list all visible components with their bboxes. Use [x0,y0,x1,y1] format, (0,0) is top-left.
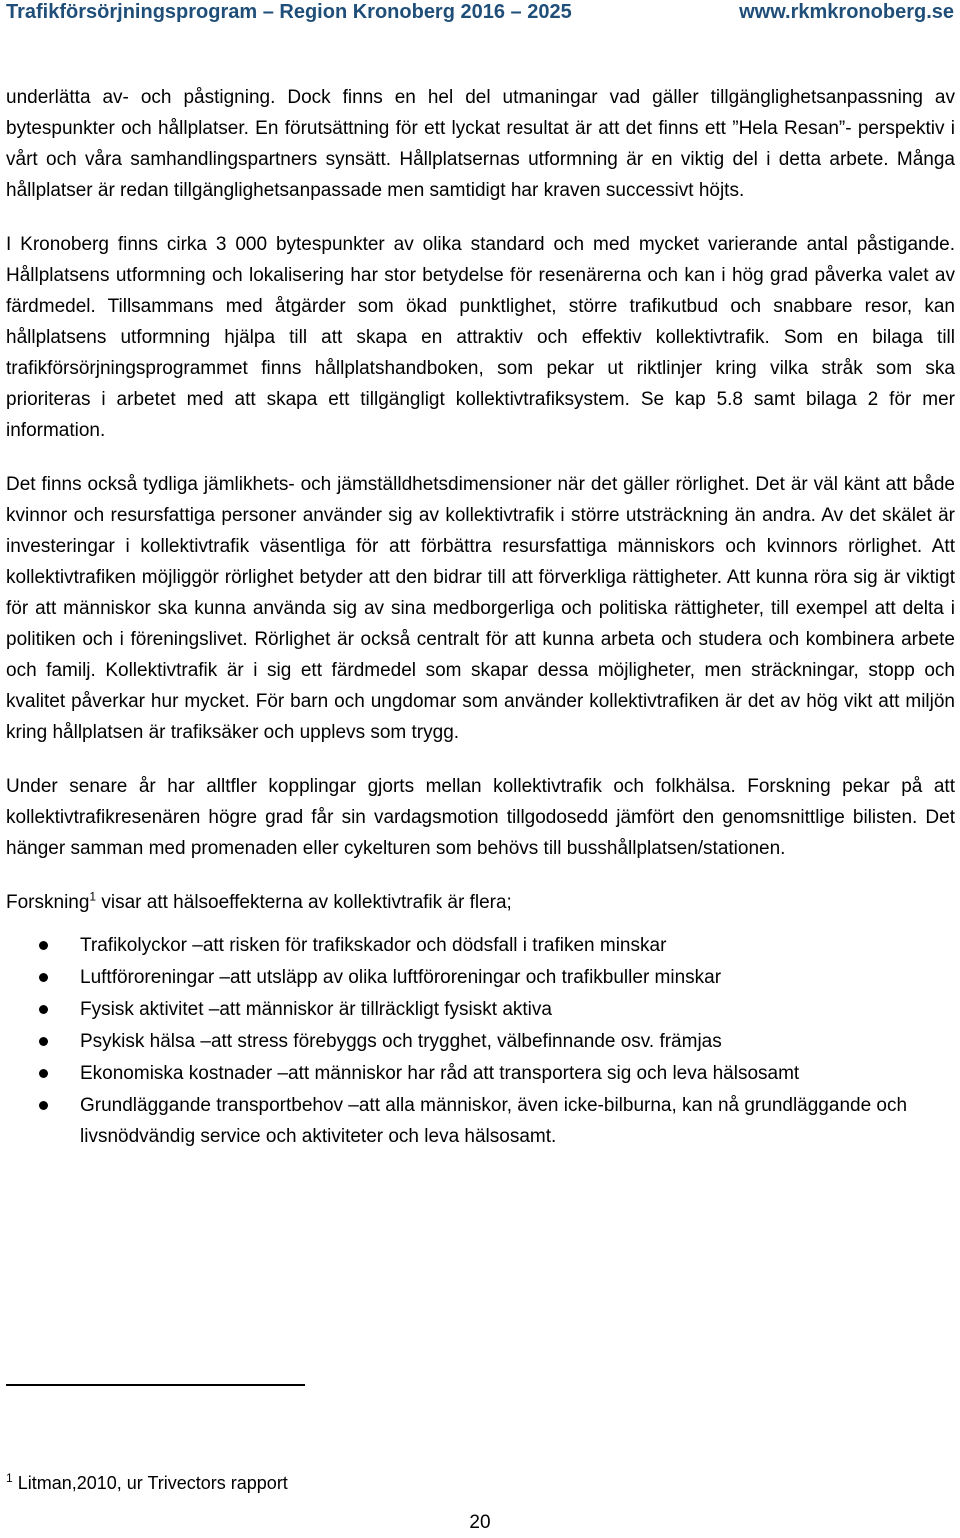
bullet-icon [39,1037,48,1046]
research-intro-text: visar att hälsoeffekterna av kollektivtrafik är flera; [96,892,512,913]
health-effects-list [6,930,955,1152]
list-item-text: Fysisk aktivitet –att människor är tillräckligt fysiskt aktiva [80,999,552,1020]
paragraph-4: Under senare år har alltfler kopplingar gjorts mellan kollektivtrafik och folkhälsa. Forskning pekar på att kollektivtrafikresenären högre grad får sin vardagsmotion tillgodosedd jämfört den genomsnittlige bilisten. Det hänger samman med promenaden eller cykelturen som behövs till busshållplatsen/stationen. [6,776,955,859]
list-item [6,962,955,993]
list-item-text: Ekonomiska kostnader –att människor har råd att transportera sig och leva hälsosamt [80,1063,800,1084]
paragraph-2: I Kronoberg finns cirka 3 000 bytespunkter av olika standard och med mycket varierande antal påstigande. Hållplatsens utformning och lokalisering har stor betydelse för resenärerna och kan i hög grad påverka valet av färdmedel. Tillsammans med åtgärder som ökad punktlighet, större trafikutbud och snabbare resor, kan hållplatsens utformning hjälpa till att skapa en attraktiv och effektiv kollektivtrafik. Som en bilaga till trafikförsörjningsprogrammet finns hållplatshandboken, som pekar ut riktlinjer kring vilka stråk som ska prioriteras i arbetet med att skapa ett tillgängligt kollektivtrafiksystem. Se kap 5.8 samt bilaga 2 för mer information. [6,234,955,441]
footnote-number: 1 [6,1471,13,1485]
header-title: Trafikförsörjningsprogram – Region Kronoberg 2016 – 2025 [6,1,572,23]
list-item-text: Psykisk hälsa –att stress förebyggs och trygghet, välbefinnande osv. främjas [80,1031,722,1052]
bullet-icon [39,1069,48,1078]
bullet-icon [39,1005,48,1014]
research-intro-lead: Forskning [6,892,90,913]
list-item [6,1090,955,1152]
footnote [6,1468,288,1498]
bullet-icon [39,973,48,982]
list-item [6,930,955,961]
list-item [6,994,955,1025]
list-item [6,1026,955,1057]
header-url[interactable]: www.rkmkronoberg.se [739,1,954,23]
footnote-divider [6,1384,305,1386]
paragraph-1: underlätta av- och påstigning. Dock finns en hel del utmaningar vad gäller tillgänglighetsanpassning av bytespunkter och hållplatser. En förutsättning för ett lyckat resultat är att det finns ett ”Hela Resan”- perspektiv i vårt och våra samhandlingspartners synsätt. Hållplatsernas utformning är en viktig del i detta arbete. Många hållplatser är redan tillgänglighetsanpassade men samtidigt har kraven successivt höjts. [6,87,955,201]
bullet-icon [39,1101,48,1110]
list-item-text: Trafikolyckor –att risken för trafikskador och dödsfall i trafiken minskar [80,935,667,956]
paragraph-3: Det finns också tydliga jämlikhets- och jämställdhetsdimensioner när det gäller rörlighet. Det är väl känt att både kvinnor och resursfattiga personer använder sig av kollektivtrafik i större utsträckning än andra. Av det skälet är investeringar i kollektivtrafik väsentliga för att förbättra resursfattiga människors och kvinnors rörlighet. Att kollektivtrafiken möjliggör rörlighet betyder att den bidrar till att förverkliga rättigheter. Att kunna röra sig är viktigt för att människor ska kunna använda sig av sina medborgerliga och politiska rättigheter, till exempel att delta i politiken och i föreningslivet. Rörlighet är också centralt för att kunna arbeta och studera och kombinera arbete och familj. Kollektivtrafik är i sig ett färdmedel som skapar dessa möjligheter, men sträckningar, stopp och kvalitet påverkar hur mycket. För barn och ungdomar som använder kollektivtrafiken är det av hög vikt att miljön kring hållplatsen är trafiksäker och upplevs som trygg. [6,474,955,743]
footnote-reference[interactable]: 1 [89,889,97,904]
footnote-text: Litman,2010, ur Trivectors rapport [12,1473,288,1493]
body-content [6,82,955,1153]
list-item-text: Luftföroreningar –att utsläpp av olika luftföroreningar och trafikbuller minskar [80,967,722,988]
page-header [6,0,954,30]
page-number: 20 [469,1512,491,1533]
research-intro [6,887,955,918]
list-item [6,1058,955,1089]
list-item-text: Grundläggande transportbehov –att alla människor, även icke-bilburna, kan nå grundläggande och livsnödvändig service och aktiviteter och leva hälsosamt. [80,1095,908,1147]
bullet-icon [39,941,48,950]
